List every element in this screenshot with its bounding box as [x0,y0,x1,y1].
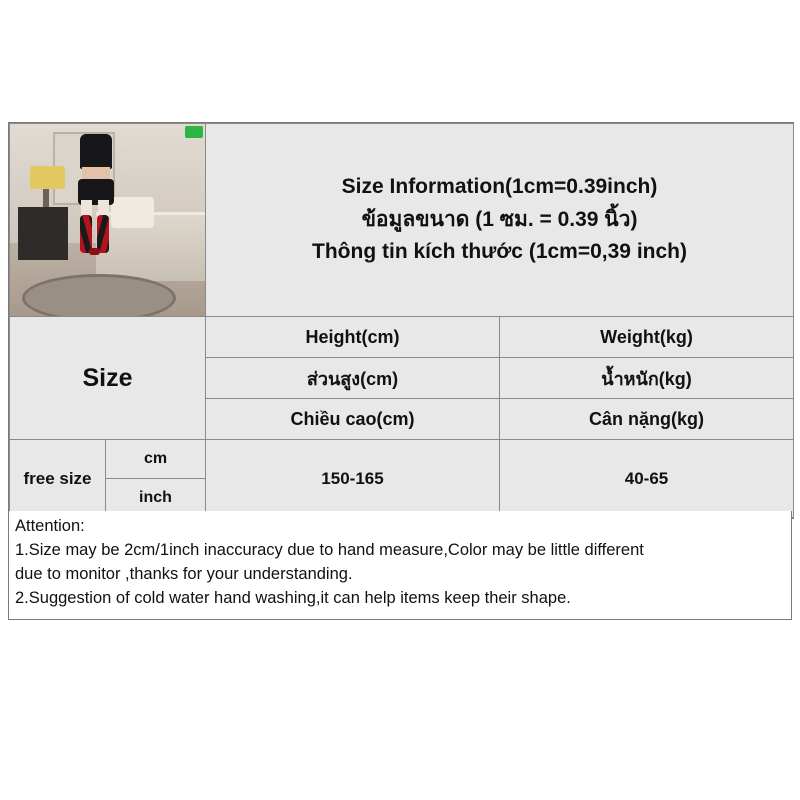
photo-model-stocking-left [80,215,92,253]
table-row-header-en [10,317,794,358]
unit-cell-cm: cm [106,440,206,479]
attention-line-3: 2.Suggestion of cold water hand washing,it can help items keep their shape. [15,588,571,607]
table-row-title [10,124,794,317]
product-photo [10,124,205,316]
photo-model [70,134,121,253]
header-weight-th: น้ำหนัก(kg) [500,358,794,399]
attention-line-1: 1.Size may be 2cm/1inch inaccuracy due to hand measure,Color may be little different [15,540,644,559]
table-row-freesize-cm [10,440,794,479]
size-information-table [9,123,794,518]
photo-model-shoes [89,248,100,255]
size-header-label: Size [10,317,206,440]
attention-block [8,511,792,620]
header-height-th: ส่วนสูง(cm) [206,358,500,399]
title-line-en: Size Information(1cm=0.39inch) [341,175,658,199]
title-line-th: ข้อมูลขนาด (1 ซม. = 0.39 นิ้ว) [361,207,638,231]
attention-line-2: due to monitor ,thanks for your understanding. [15,564,353,583]
product-photo-cell [10,124,206,317]
unit-cell-inch: inch [106,479,206,518]
photo-model-top [80,134,112,170]
photo-model-stocking-right [97,215,109,253]
title-line-vi: Thông tin kích thước (1cm=0,39 inch) [312,240,687,264]
photo-nightstand [18,207,69,261]
size-chart-container [8,122,794,519]
photo-lamp-base [43,189,49,206]
photo-rug [22,274,176,316]
photo-lamp-shade [30,166,65,189]
header-weight-en: Weight(kg) [500,317,794,358]
green-marker-icon [185,126,203,138]
chart-title-cell [206,124,794,317]
row-label-free-size: free size [10,440,106,518]
header-height-en: Height(cm) [206,317,500,358]
attention-heading: Attention: [15,517,85,535]
value-height: 150-165 [206,440,500,518]
header-height-vi: Chiều cao(cm) [206,399,500,440]
value-weight: 40-65 [500,440,794,518]
header-weight-vi: Cân nặng(kg) [500,399,794,440]
